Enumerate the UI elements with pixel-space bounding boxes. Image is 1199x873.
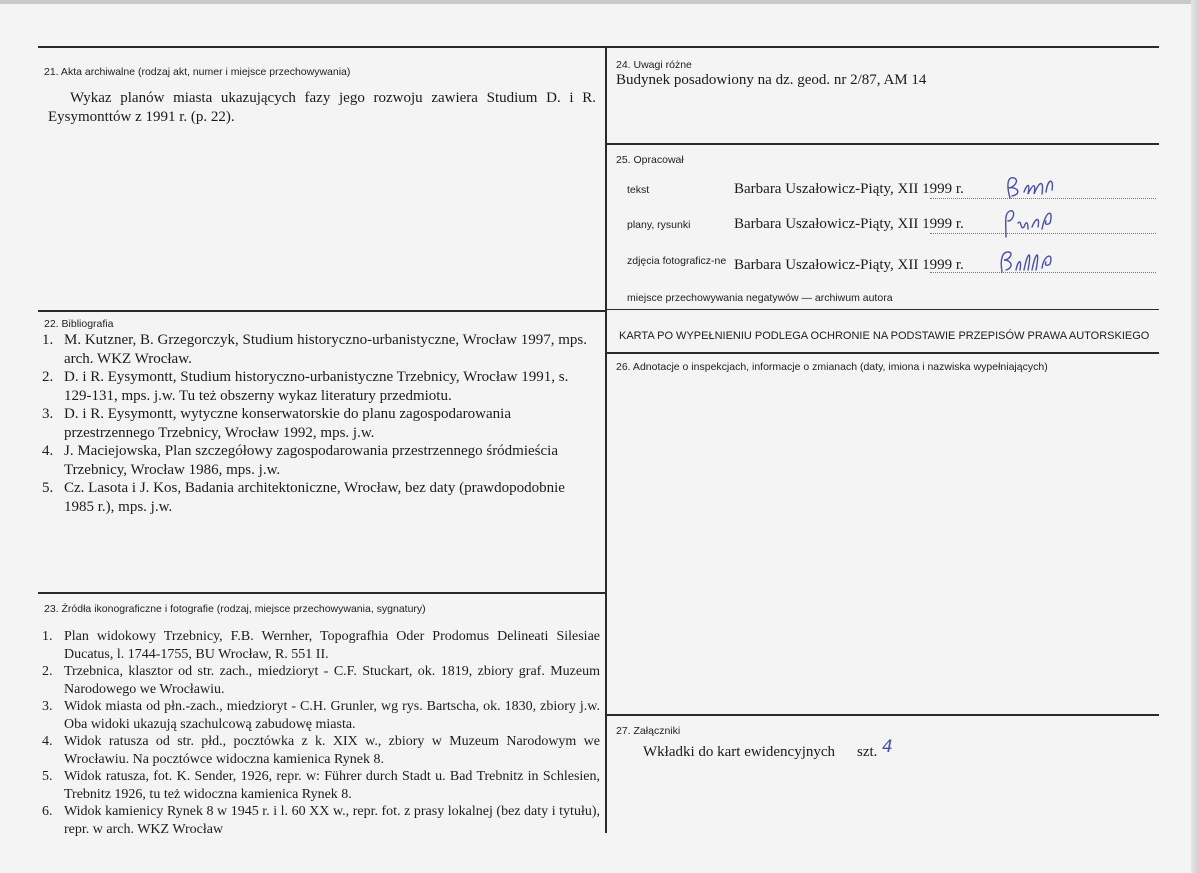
list-item	[36, 331, 596, 368]
section-26-label: 26. Adnotacje o inspekcjach, informacje o zmianach (daty, imiona i nazwiska wypełniających)	[616, 361, 1048, 373]
list-item	[36, 768, 600, 803]
signature-icon	[996, 246, 1062, 276]
attachments-text: Wkładki do kart ewidencyjnych	[643, 744, 836, 760]
item-number: 1.	[42, 629, 53, 644]
section-21-label: 21. Akta archiwalne (rodzaj akt, numer i miejsce przechowywania)	[44, 66, 351, 78]
item-number: 2.	[42, 369, 54, 385]
list-item	[36, 405, 596, 442]
item-text: M. Kutzner, B. Grzegorczyk, Studium historyczno-urbanistyczne, Wrocław 1997, mps. arch. WKZ Wrocław.	[64, 332, 587, 367]
section-22-label: 22. Bibliografia	[44, 318, 114, 330]
item-number: 3.	[42, 699, 53, 714]
attachments-qty-value: 4	[882, 737, 893, 757]
item-text: Cz. Lasota i J. Kos, Badania architektoniczne, Wrocław, bez daty (prawdopodobnie 1985 r.), mps. j.w.	[64, 480, 565, 515]
item-text: D. i R. Eysymontt, wytyczne konserwatorskie do planu zagospodarowania przestrzennego Trzebnicy, Wrocław 1992, mps. j.w.	[64, 406, 511, 441]
list-item	[36, 628, 600, 663]
item-text: D. i R. Eysymontt, Studium historyczno-urbanistyczne Trzebnicy, Wrocław 1991, s. 129-131, mps. j.w. Tu też obszerny wykaz literatury przedmiotu.	[64, 369, 569, 404]
item-text: J. Maciejowska, Plan szczegółowy zagospodarowania przestrzennego śródmieścia Trzebnicy, Wrocław 1986, mps. j.w.	[64, 443, 558, 478]
author-row-label-photos: zdjęcia fotograficz-ne	[627, 255, 727, 267]
item-number: 5.	[42, 769, 53, 784]
list-item	[36, 368, 596, 405]
list-item	[36, 442, 596, 479]
signature-icon	[1000, 170, 1060, 202]
section-24-label: 24. Uwagi różne	[616, 59, 692, 71]
item-number: 5.	[42, 480, 54, 496]
item-number: 3.	[42, 406, 54, 422]
section-25-label: 25. Opracował	[616, 154, 684, 166]
item-number: 6.	[42, 804, 53, 819]
section-24-text: Budynek posadowiony na dz. geod. nr 2/87, AM 14	[616, 72, 927, 88]
list-item	[36, 479, 596, 516]
item-text: Plan widokowy Trzebnicy, F.B. Wernher, Topografhia Oder Prodomus Delineati Silesiae Ducatus, l. 1744-1755, BU Wrocław, R. 551 II.	[64, 629, 600, 662]
signature-icon	[998, 203, 1060, 239]
attachments-qty-label: szt.	[857, 744, 878, 760]
item-number: 1.	[42, 332, 54, 348]
section-23-label: 23. Źródła ikonograficzne i fotografie (rodzaj, miejsce przechowywania, sygnatury)	[44, 603, 426, 615]
item-text: Trzebnica, klasztor od str. zach., miedzioryt - C.F. Stuckart, ok. 1819, zbiory graf. Muzeum Narodowego we Wrocławiu.	[64, 664, 600, 697]
list-item	[36, 663, 600, 698]
rule-notice-top	[606, 309, 1159, 310]
item-number: 4.	[42, 734, 53, 749]
iconography-list	[36, 628, 600, 838]
rule-top	[38, 46, 1159, 48]
author-row-value-plans: Barbara Uszałowicz-Piąty, XII 1999 r.	[734, 216, 964, 232]
rule-26-27	[606, 714, 1159, 716]
list-item	[36, 733, 600, 768]
bibliography-list	[36, 331, 596, 516]
author-row-value-photos: Barbara Uszałowicz-Piąty, XII 1999 r.	[734, 257, 964, 273]
item-number: 4.	[42, 443, 54, 459]
section-21-text: Wykaz planów miasta ukazujących fazy jego rozwoju zawiera Studium D. i R. Eysymonttów z 1991 r. (p. 22).	[48, 90, 596, 125]
rule-notice-bottom	[606, 352, 1159, 354]
item-text: Widok ratusza od str. płd., pocztówka z k. XIX w., zbiory w Muzeum Narodowym we Wrocławiu. Na pocztówce widoczna kamienica Rynek 8.	[64, 734, 600, 767]
rule-21-22	[38, 310, 606, 312]
copyright-notice: KARTA PO WYPEŁNIENIU PODLEGA OCHRONIE NA PODSTAWIE PRZEPISÓW PRAWA AUTORSKIEGO	[619, 330, 1150, 342]
item-text: Widok ratusza, fot. K. Sender, 1926, repr. w: Führer durch Stadt u. Bad Trebnitz in Schlesien, Trebnitz 1926, tu też widoczna kamienica Rynek 8.	[64, 769, 600, 802]
negatives-storage: miejsce przechowywania negatywów — archiwum autora	[627, 292, 893, 304]
section-27-label: 27. Załączniki	[616, 725, 681, 737]
list-item	[36, 803, 600, 838]
list-item	[36, 698, 600, 733]
author-row-label-plans: plany, rysunki	[627, 219, 691, 231]
author-row-value-text: Barbara Uszałowicz-Piąty, XII 1999 r.	[734, 181, 964, 197]
rule-24-25	[606, 143, 1159, 145]
item-text: Widok kamienicy Rynek 8 w 1945 r. i l. 60 XX w., repr. fot. z prasy lokalnej (bez daty i tytułu), repr. w arch. WKZ Wrocław	[64, 804, 600, 837]
item-text: Widok miasta od płn.-zach., miedzioryt - C.H. Grunler, wg rys. Bartscha, ok. 1830, zbiory j.w. Oba widoki ukazują szachulcową zabudowę miasta.	[64, 699, 600, 732]
item-number: 2.	[42, 664, 53, 679]
rule-22-23	[38, 592, 606, 594]
author-row-label-text: tekst	[627, 184, 650, 196]
